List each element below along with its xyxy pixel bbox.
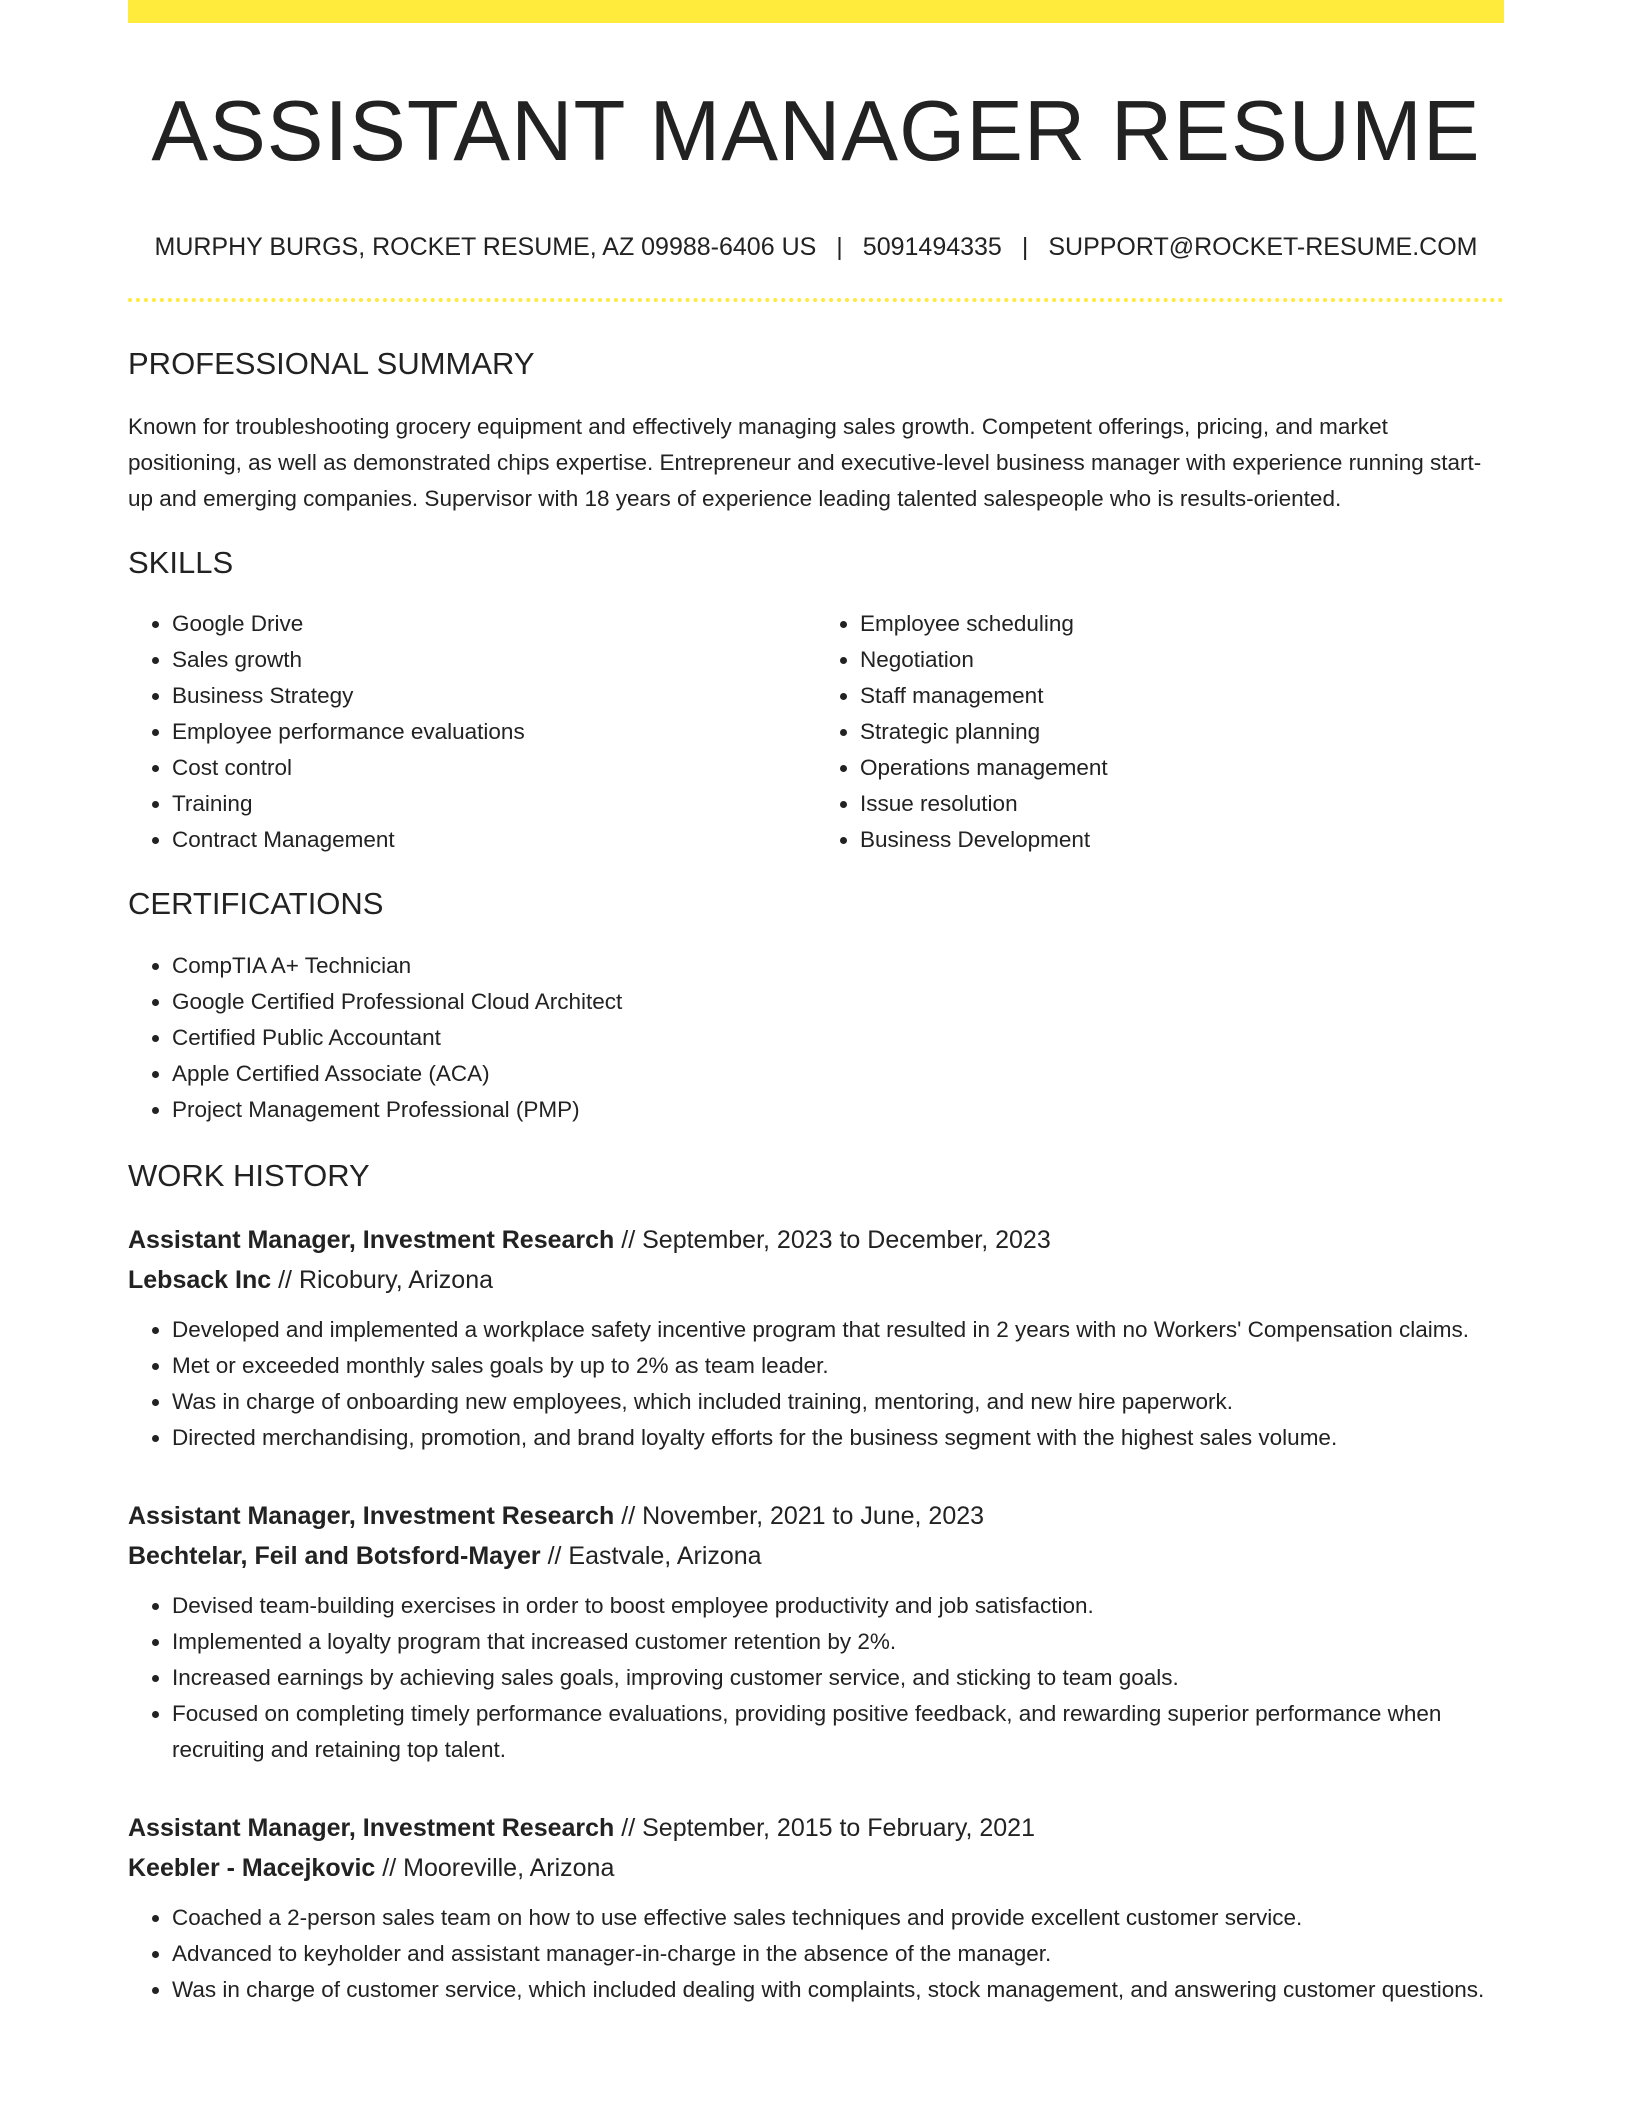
job-separator: // — [382, 1853, 397, 1882]
job-entry — [128, 1808, 1504, 2008]
job-bullets — [128, 1900, 1504, 2008]
job-bullets — [128, 1312, 1504, 1456]
work-history-heading: WORK HISTORY — [128, 1157, 370, 1193]
contact-separator: | — [1021, 232, 1029, 261]
job-dates: September, 2023 to December, 2023 — [642, 1225, 1051, 1254]
job-bullet: • Focused on completing timely performance evaluations, providing positive feedback, and rewarding superior performance when recruiting and retaining top talent. — [172, 1696, 1504, 1768]
job-title-line — [128, 1808, 1504, 1848]
summary-section — [128, 346, 1504, 517]
summary-text: Known for troubleshooting grocery equipment and effectively managing sales growth. Competent offerings, pricing, and market positioning, as well as demonstrated chips expertise. Entrepreneur and executive-level business manager with experience running start-up and emerging companies. Supervisor with 18 years of experience leading talented salespeople who is results-oriented. — [128, 413, 1482, 511]
job-dates: September, 2015 to February, 2021 — [642, 1813, 1035, 1842]
skill-item: • Sales growth — [172, 642, 816, 678]
job-company-line — [128, 1260, 1504, 1300]
skill-item: • Business Strategy — [172, 678, 816, 714]
certification-item: • CompTIA A+ Technician — [172, 948, 1504, 984]
job-bullet: • Met or exceeded monthly sales goals by up to 2% as team leader. — [172, 1348, 1504, 1384]
contact-email: SUPPORT@ROCKET-RESUME.COM — [1048, 232, 1478, 261]
job-bullet: • Developed and implemented a workplace safety incentive program that resulted in 2 years with no Workers' Compensation claims. — [172, 1312, 1504, 1348]
skill-item: • Negotiation — [860, 642, 1504, 678]
certifications-list — [128, 948, 1504, 1128]
job-location: Mooreville, Arizona — [403, 1853, 615, 1882]
skill-item: • Google Drive — [172, 606, 816, 642]
skill-item: • Issue resolution — [860, 786, 1504, 822]
job-bullet: • Directed merchandising, promotion, and brand loyalty efforts for the business segment with the highest sales volume. — [172, 1420, 1504, 1456]
job-separator: // — [547, 1541, 562, 1570]
skill-item: • Contract Management — [172, 822, 816, 858]
job-bullet: • Was in charge of customer service, which included dealing with complaints, stock management, and answering customer questions. — [172, 1972, 1504, 2008]
job-title: Assistant Manager, Investment Research — [128, 1813, 615, 1842]
job-bullets — [128, 1588, 1504, 1768]
resume-page — [128, 0, 1504, 2008]
job-company: Bechtelar, Feil and Botsford-Mayer — [128, 1541, 541, 1570]
accent-bar — [128, 0, 1504, 23]
job-location: Eastvale, Arizona — [568, 1541, 762, 1570]
job-company-line — [128, 1536, 1504, 1576]
skill-item: • Business Development — [860, 822, 1504, 858]
certification-item: • Apple Certified Associate (ACA) — [172, 1056, 1504, 1092]
job-company-line — [128, 1848, 1504, 1888]
job-title: Assistant Manager, Investment Research — [128, 1225, 615, 1254]
skill-item: • Strategic planning — [860, 714, 1504, 750]
skills-columns — [128, 606, 1504, 858]
job-title-line — [128, 1220, 1504, 1260]
job-entry — [128, 1496, 1504, 1768]
skill-item: • Training — [172, 786, 816, 822]
certification-item: • Certified Public Accountant — [172, 1020, 1504, 1056]
work-history-section — [128, 1158, 1504, 2008]
skill-item: • Operations management — [860, 750, 1504, 786]
certifications-section — [128, 886, 1504, 1128]
header-divider — [128, 298, 1504, 302]
skill-item: • Staff management — [860, 678, 1504, 714]
certification-item: • Google Certified Professional Cloud Architect — [172, 984, 1504, 1020]
job-entry — [128, 1220, 1504, 1456]
job-title: Assistant Manager, Investment Research — [128, 1501, 615, 1530]
skill-item: • Employee scheduling — [860, 606, 1504, 642]
skills-heading: SKILLS — [128, 544, 234, 580]
skills-list-left — [128, 606, 816, 858]
skill-item: • Cost control — [172, 750, 816, 786]
job-bullet: • Devised team-building exercises in order to boost employee productivity and job satisfaction. — [172, 1588, 1504, 1624]
skills-section — [128, 545, 1504, 858]
contact-line — [128, 233, 1504, 262]
summary-heading: PROFESSIONAL SUMMARY — [128, 345, 535, 381]
job-bullet: • Coached a 2-person sales team on how to use effective sales techniques and provide excellent customer service. — [172, 1900, 1504, 1936]
certifications-heading: CERTIFICATIONS — [128, 885, 384, 921]
job-separator: // — [621, 1225, 636, 1254]
contact-phone: 5091494335 — [862, 232, 1002, 261]
resume-title: ASSISTANT MANAGER RESUME — [151, 84, 1481, 179]
contact-address: MURPHY BURGS, ROCKET RESUME, AZ 09988-6406 US — [154, 232, 817, 261]
job-separator: // — [278, 1265, 292, 1294]
contact-separator: | — [836, 232, 843, 261]
certification-item: • Project Management Professional (PMP) — [172, 1092, 1504, 1128]
job-bullet: • Was in charge of onboarding new employees, which included training, mentoring, and new hire paperwork. — [172, 1384, 1504, 1420]
job-bullet: • Advanced to keyholder and assistant manager-in-charge in the absence of the manager. — [172, 1936, 1504, 1972]
job-location: Ricobury, Arizona — [298, 1265, 494, 1294]
job-bullet: • Increased earnings by achieving sales goals, improving customer service, and sticking to team goals. — [172, 1660, 1504, 1696]
job-separator: // — [621, 1501, 636, 1530]
job-dates: November, 2021 to June, 2023 — [642, 1501, 985, 1530]
job-company: Keebler - Macejkovic — [128, 1853, 376, 1882]
skills-list-right — [816, 606, 1504, 858]
job-company: Lebsack Inc — [128, 1265, 272, 1294]
skill-item: • Employee performance evaluations — [172, 714, 816, 750]
job-bullet: • Implemented a loyalty program that increased customer retention by 2%. — [172, 1624, 1504, 1660]
job-separator: // — [621, 1813, 636, 1842]
job-title-line — [128, 1496, 1504, 1536]
